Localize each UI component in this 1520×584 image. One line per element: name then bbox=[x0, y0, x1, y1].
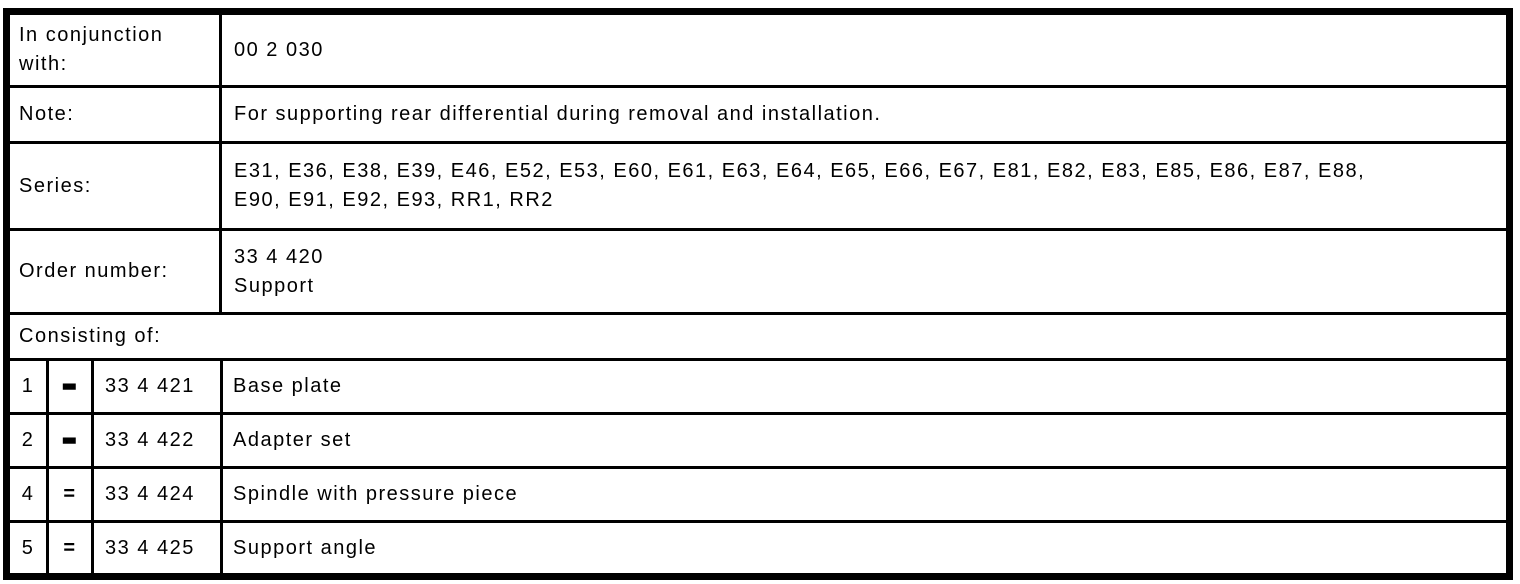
label-text: In conjunction with: bbox=[19, 24, 164, 75]
row-label-note bbox=[10, 88, 222, 141]
value-line: 00 2 030 bbox=[234, 38, 324, 61]
part-description: Base plate bbox=[233, 375, 343, 397]
value-line: For supporting rear differential during removal and installation. bbox=[234, 103, 882, 125]
tool-info-table bbox=[3, 8, 1513, 580]
part-description: Spindle with pressure piece bbox=[233, 483, 519, 505]
value-line: Support bbox=[234, 274, 315, 297]
label-text: Series: bbox=[19, 174, 92, 197]
part-number: 33 4 422 bbox=[94, 415, 223, 466]
part-number: 33 4 421 bbox=[94, 361, 223, 412]
value-line: 33 4 420 bbox=[234, 245, 324, 268]
label-text: Note: bbox=[19, 103, 75, 125]
section-row-consisting-of bbox=[10, 315, 1506, 361]
equals-symbol: ▬ bbox=[49, 361, 94, 412]
part-row-4 bbox=[10, 469, 1506, 523]
part-row-5 bbox=[10, 523, 1506, 573]
part-row-1 bbox=[10, 361, 1506, 415]
info-row-series bbox=[10, 144, 1506, 231]
part-pos: 5 bbox=[10, 523, 49, 573]
part-pos: 4 bbox=[10, 469, 49, 520]
section-label: Consisting of: bbox=[19, 325, 162, 347]
equals-symbol: ▬ bbox=[49, 415, 94, 466]
info-row-note bbox=[10, 88, 1506, 144]
row-value-note bbox=[222, 88, 1506, 141]
equals-symbol: = bbox=[49, 523, 94, 573]
info-row-order-number bbox=[10, 231, 1506, 315]
value-text bbox=[234, 157, 1365, 215]
part-row-2 bbox=[10, 415, 1506, 469]
label-text: Order number: bbox=[19, 260, 169, 282]
value-text bbox=[234, 243, 324, 301]
value-line: E31, E36, E38, E39, E46, E52, E53, E60, E61, E63, E64, E65, E66, E67, E81, E82, E83, E85, E86, E87, E88, bbox=[234, 160, 1366, 182]
value-text bbox=[234, 100, 881, 129]
row-label-conjunction bbox=[10, 15, 222, 85]
row-value-conjunction bbox=[222, 15, 1506, 85]
equals-symbol: = bbox=[49, 469, 94, 520]
info-row-conjunction bbox=[10, 15, 1506, 88]
row-value-order-number bbox=[222, 231, 1506, 312]
part-number: 33 4 425 bbox=[94, 523, 223, 573]
part-number: 33 4 424 bbox=[94, 469, 223, 520]
row-label-order-number bbox=[10, 231, 222, 312]
part-description: Support angle bbox=[233, 536, 378, 559]
value-text bbox=[234, 36, 324, 65]
value-line: E90, E91, E92, E93, RR1, RR2 bbox=[234, 189, 554, 211]
row-value-series bbox=[222, 144, 1506, 228]
part-pos: 2 bbox=[10, 415, 49, 466]
part-description: Adapter set bbox=[233, 429, 352, 451]
part-pos: 1 bbox=[10, 361, 49, 412]
row-label-series bbox=[10, 144, 222, 228]
